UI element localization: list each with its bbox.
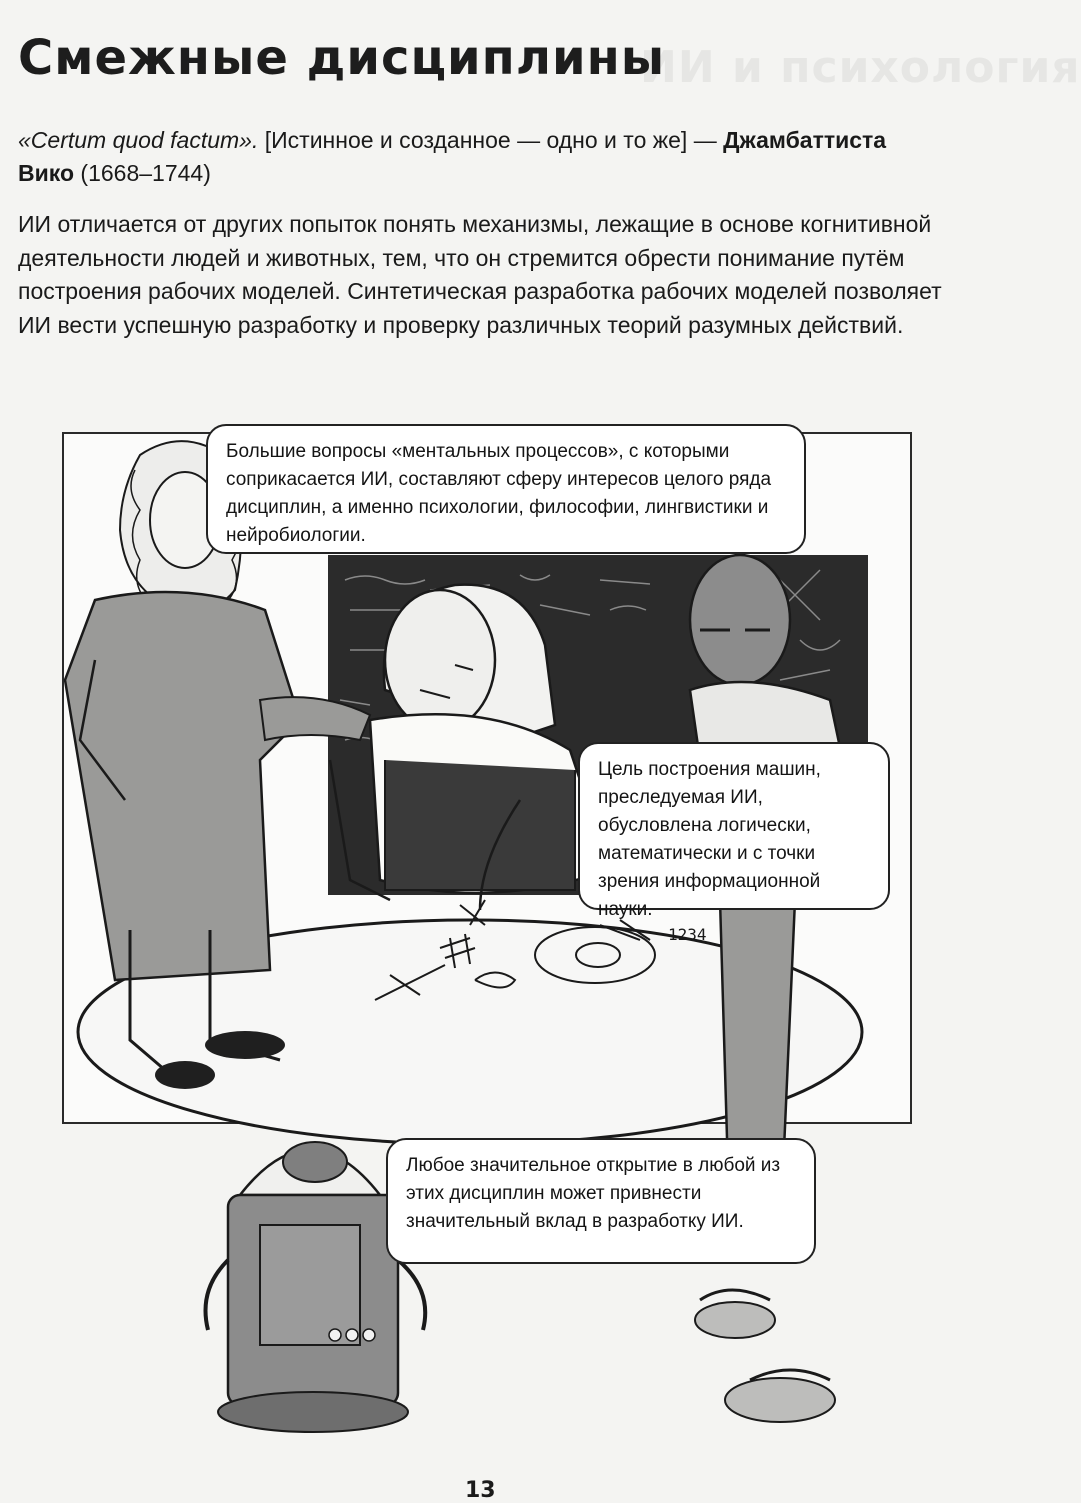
- vico-coat: [65, 592, 300, 980]
- epigraph-translation: [Истинное и созданное — одно и то же] —: [258, 127, 724, 153]
- epigraph-author: Джамбаттиста Вико: [18, 127, 887, 186]
- speech-bubble-discovery: Любое значительное открытие в любой из этих дисциплин может привнести значительный вклад в разработку ИИ.: [386, 1138, 816, 1264]
- table-number-label: 1234: [668, 925, 707, 944]
- page-number: 13: [465, 1478, 496, 1503]
- ghost-next-page-title: ИИ и психология: [640, 42, 1081, 93]
- epigraph-years: (1668–1744): [74, 160, 211, 186]
- scientist-head: [385, 590, 495, 730]
- epigraph-latin: «Certum quod factum».: [18, 127, 259, 153]
- intro-paragraph: ИИ отличается от других попыток понять механизмы, лежащие в основе когнитивной деятельности людей и животных, тем, что он стремится обрести понимание путём построения рабочих моделей. Синтетическая разработка рабочих моделей позволяет ИИ вести успешную разработку и проверку различных теорий разумных действий.: [18, 211, 942, 338]
- page-title: Смежные дисциплины: [18, 30, 666, 86]
- speech-bubble-disciplines: Большие вопросы «ментальных процессов», с которыми соприкасается ИИ, составляют сферу интересов целого ряда дисциплин, а именно психологии, философии, лингвистики и нейробиологии.: [206, 424, 806, 554]
- robot-head: [690, 555, 790, 685]
- speech-bubble-machines: Цель построения машин, преследуемая ИИ, обусловлена логически, математически и с точки зрения информационной науки.: [578, 742, 890, 910]
